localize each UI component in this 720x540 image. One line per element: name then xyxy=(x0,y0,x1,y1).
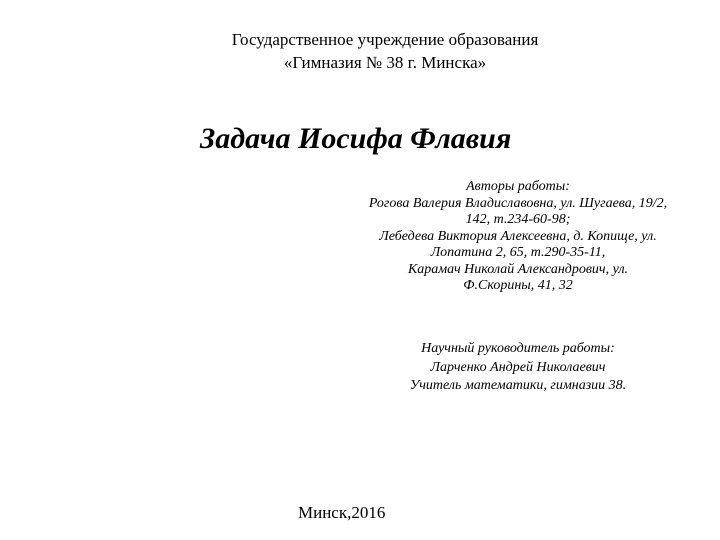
city-year: Минск,2016 xyxy=(298,503,386,522)
authors-block xyxy=(318,179,718,295)
page-title: Задача Иосифа Флавия xyxy=(200,122,512,155)
supervisor-name: Ларченко Андрей Николаевич xyxy=(430,359,606,375)
institution-header xyxy=(150,28,620,74)
author-line: Лопатина 2, 65, т.290-35-11, xyxy=(430,245,606,260)
author-line: 142, т.234-60-98; xyxy=(465,212,571,227)
supervisor-heading: Научный руководитель работы: xyxy=(421,341,615,356)
author-line: Лебедева Виктория Алексеевна, д. Копище, ул. xyxy=(379,228,657,244)
author-line: Карамач Николай Александрович, ул. xyxy=(407,261,629,277)
authors-heading: Авторы работы: xyxy=(466,179,570,194)
institution-line-2: «Гимназия № 38 г. Минска» xyxy=(283,53,487,72)
author-line: Ф.Скорины, 41, 32 xyxy=(463,278,573,293)
author-line: Рогова Валерия Владиславовна, ул. Шугаева, 19/2, xyxy=(368,195,668,211)
supervisor-position: Учитель математики, гимназии 38. xyxy=(409,378,627,393)
institution-line-1: Государственное учреждение образования xyxy=(231,30,539,49)
supervisor-block xyxy=(318,340,718,396)
